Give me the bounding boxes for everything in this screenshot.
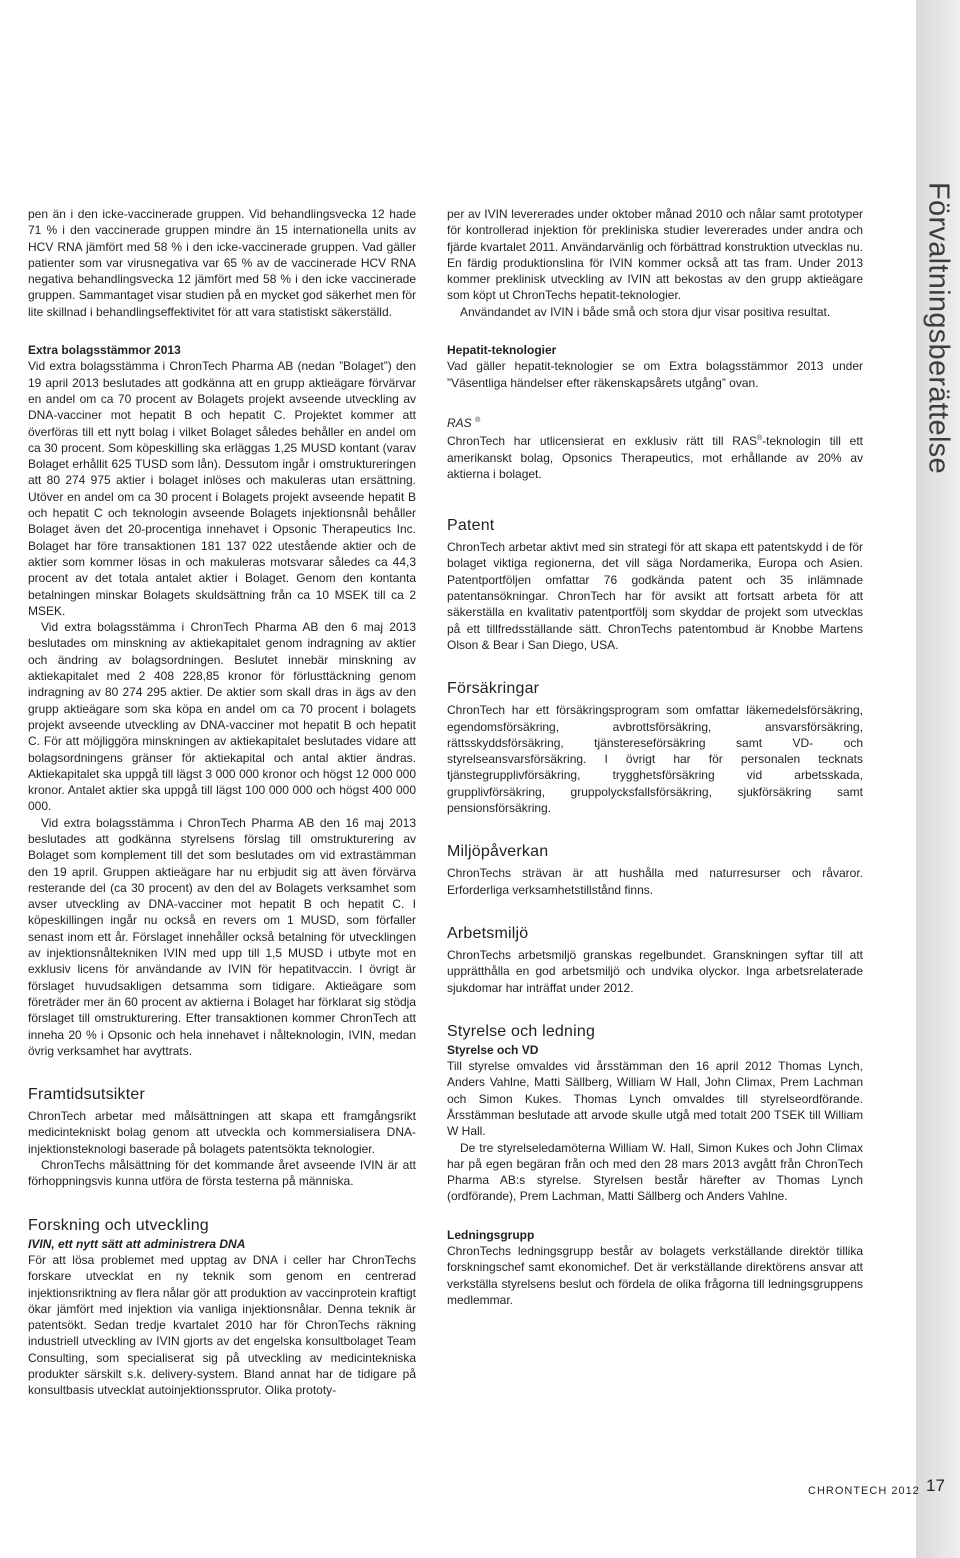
footer-brand: CHRONTECH 2012 [808, 1485, 920, 1497]
hepatitis-heading: Hepatit-teknologier [447, 343, 557, 358]
right-column [447, 206, 863, 1308]
outlook-paragraph-1: ChronTech arbetar med målsättningen att skapa ett framgångsrikt medicintekniskt bolag genom att utveckla och kommersialisera DNA-injektionsteknologi baserade på bolagets patentsökta teknologier. [28, 1109, 416, 1156]
ivin-paragraph-2: Användandet av IVIN i både små och stora djur visar positiva resultat. [460, 304, 831, 319]
extra-meetings-paragraph-3: Vid extra bolagsstämma i ChronTech Pharma AB den 16 maj 2013 beslutades att godkänna styrelsens förslag till omstrukturering av Bolaget som komplement till det som beslutades om vid extrastämman den 19 april. Gruppen aktieägare har nu erbjudit sig att även förvärva resterande del (ca 30 procent) av den del av Bolagets verksamhet som avser utveckling av DNA-vacciner mot hepatit B och hepatit C. I köpeskillingen ingår nu också en revers om 1 MUSD, som förfaller senast inom ett år. Förslaget innehåller också betalning för utvecklingen av injektionsnåltekniken IVIN med upp till 1,5 MUSD i utbyte mot en exklusiv licens för användande av IVIN för hepatitvaccin. I övrigt är förslaget huvudsakligen detsamma som tidigare. Aktieägare som företräder mer än 60 procent av aktierna i Bolaget har förklarat sig stödja förslaget till omstrukturering. Efter transaktionen kommer ChronTech att inneha 20 % i Opsonic och hela innehavet i nålteknologin, IVIN, medan övrig verksamhet har avyttrats. [28, 815, 416, 1058]
insurance-heading: Försäkringar [447, 680, 540, 698]
environment-heading: Miljöpåverkan [447, 843, 549, 861]
ras-paragraph-part-2: -teknologin till ett amerikanskt bolag, Opsonics Therapeutics, mot erhållande av 20% av aktierna i bolaget. [447, 434, 863, 481]
extra-meetings-heading: Extra bolagsstämmor 2013 [28, 343, 181, 358]
ras-paragraph-registered-mark: ® [756, 435, 763, 443]
management-subheading: Ledningsgrupp [447, 1227, 535, 1242]
patent-heading: Patent [447, 517, 495, 535]
insurance-paragraph: ChronTech har ett försäkringsprogram som omfattar läkemedelsförsäkring, egendomsförsäkring, avbrottsförsäkring, ansvarsförsäkring, rättsskyddsförsäkring, tjänstereseförsäkring samt VD- och styrelseansvarsförsäkring. I övrigt har för personalen tecknats tjänstegrupplivförsäkring, trygghetsförsäkring vid arbetsskada, grupplivförsäkring, gruppolycksfallsförsäkring, sjukförsäkring samt pensionsförsäkring. [447, 703, 863, 816]
extra-meetings-paragraph-2: Vid extra bolagsstämma i ChronTech Pharma AB den 6 maj 2013 beslutades om minskning av aktiekapitalet genom indragning av aktier och ändring av bolagsordningen. Beslutet innebär minskning av aktiekapitalet med 2 408 228,85 kronor för förlusttäckning genom indragning av 80 274 295 aktier. De aktier som skall dras in ägs av den grupp aktieägare som ska köpa en andel om ca 70 procent i bolagets projekt avseende utveckling av DNA-vacciner mot hepatit B och hepatit C. För att möjliggöra minskningen av aktiekapitalet beslutades vidare att bolagsordningens gränser för aktiekapital och antal aktier ändras. Aktiekapitalet ska uppgå till lägst 3 000 000 kronor och högst 12 000 000 kronor. Antalet aktier ska uppgå till lägst 100 000 000 och högst 400 000 000. [28, 620, 416, 814]
ivin-paragraph-1: per av IVIN levererades under oktober månad 2010 och nålar samt prototyper för kontrollerad injektion för prekliniska studier levererades under andra och fjärde kvartalet 2011. Användarvänlig och förbättrad konstruktion utvecklas nu. En färdig produktionslina för IVIN kommer också att tas fram. Under 2013 kommer preklinisk utveckling av IVIN att bekostas av den grupp aktieägare som köpt ut ChronTechs hepatit-teknologier. [447, 207, 863, 303]
board-paragraph-2: De tre styrelseledamöterna William W. Hall, Simon Kukes och John Climax har på egen begäran från och med den 28 mars 2013 avgått från ChronTech Pharma AB:s styrelse. Styrelsen består härefter av Thomas Lynch (ordförande), Prem Lachman, Matti Sällberg och Anders Vahlne. [447, 1140, 863, 1204]
board-paragraph-1: Till styrelse omvaldes vid årsstämman den 16 april 2012 Thomas Lynch, Anders Vahlne, Matti Sällberg, William W Hall, John Climax, Prem Lachman och Simon Kukes. Thomas Lynch omvaldes till styrelseordförande. Årsstämman beslutade att arvode skulle utgå med totalt 200 TSEK till William W Hall. [447, 1059, 863, 1139]
ras-paragraph [447, 431, 863, 482]
board-heading: Styrelse och ledning [447, 1022, 596, 1040]
outlook-heading: Framtidsutsikter [28, 1086, 145, 1104]
page-number: 17 [926, 1476, 945, 1495]
work-environment-paragraph: ChronTechs arbetsmiljö granskas regelbundet. Granskningen syftar till att upprätthålla en god arbetsmiljö och undvika olyckor. Inga arbetsrelaterade sjukdomar har inträffat under 2012. [447, 947, 863, 995]
left-column [28, 206, 416, 1399]
intro-paragraph: pen än i den icke-vaccinerade gruppen. Vid behandlingsvecka 12 hade 71 % i den vaccinerade gruppen mindre än 15 internationella units av HCV RNA jämfört med 58 % i den icke-vaccinerade gruppen. Vad gäller patienter som var virusnegativa var 65 % av de vaccinerade HCV RNA negativa behandlingsvecka 12 jämfört med 58 % i den icke vaccinerade gruppen. Sammantaget visar studien på en mycket god säkerhet men för lite skillnad i behandlingseffektivitet för att vara statistiskt säkerställd. [28, 207, 416, 319]
board-subheading: Styrelse och VD [447, 1042, 539, 1057]
rnd-paragraph: För att lösa problemet med upptag av DNA i celler har ChronTechs forskare utvecklat en ny teknik som genom en centrerad injektionsriktning av flera nålar gör att produktion av vaccinprotein kraftigt ökar jämfört med injektion via vanliga injektionsnålar. Denna teknik är patentsökt. Sedan tredje kvartalet 2010 har för ChronTechs räkning industriell utveckling av IVIN gjorts av det engelska konsultbolaget Team Consulting, som specialiserat sig på utveckling av medicintekniska produkter särskilt s.k. delivery-system. Bland annat har de tidigare på konsultbasis utvecklat autoinjektionssprutor. Olika prototy- [28, 1252, 416, 1398]
chapter-title-text: Förvaltningsberättelse [922, 182, 955, 474]
ras-heading-text: RAS [447, 415, 472, 430]
ras-registered-mark: ® [475, 416, 481, 424]
patent-paragraph: ChronTech arbetar aktivt med sin strategi för att skapa ett patentskydd i de för bolaget viktiga regionerna, det vill säga Nordamerika, Europa och Asien. Patentportföljen omfattar 76 godkända patent och 35 inlämnade patentansökningar. ChronTech har för avsikt att fortsatt arbeta för att säkerställa en kvalitativ patentportfölj som skyddar de projekt som utvecklas på ett tillfredsställande sätt. ChronTechs patentombud är Knobbe Martens Olson & Bear i San Diego, USA. [447, 540, 863, 652]
environment-paragraph: ChronTechs strävan är att hushålla med naturresurser och råvaror. Erforderliga verksamhetstillstånd finns. [447, 866, 863, 897]
rnd-subheading: IVIN, ett nytt sätt att administrera DNA [28, 1236, 246, 1251]
work-environment-heading: Arbetsmiljö [447, 924, 529, 942]
ras-heading [447, 413, 863, 431]
rnd-heading: Forskning och utveckling [28, 1216, 209, 1234]
outlook-paragraph-2: ChronTechs målsättning för det kommande året avseende IVIN är att förhoppningsvis kunna utföra de första testerna på människa. [28, 1158, 416, 1189]
hepatitis-paragraph: Vad gäller hepatit-teknologier se om Extra bolagsstämmor 2013 under ”Väsentliga händelser efter räkenskapsårets utgång” ovan. [447, 359, 863, 390]
chapter-title-vertical [916, 158, 960, 498]
ras-paragraph-part-1: ChronTech har utlicensierat en exklusiv rätt till RAS [447, 434, 757, 449]
management-paragraph: ChronTechs ledningsgrupp består av bolagets verkställande direktör tillika forskningschef samt ekonomichef. Det är verkställande direktörens ansvar att verkställa styrelsens beslut och fördela de olika frågorna till ledningsgruppens medlemmar. [447, 1244, 863, 1307]
extra-meetings-paragraph-1: Vid extra bolagsstämma i ChronTech Pharma AB (nedan ”Bolaget”) den 19 april 2013 beslutades att godkänna att en grupp aktieägare förvärvar en andel om ca 70 procent av Bolagets projekt avseende utveckling av DNA-vacciner mot hepatit B och hepatit C. Projektet kommer att överföras till ett nytt bolag i vilket Bolaget således behåller en andel om ca 30 procent. Som köpeskilling ska erläggas 1,25 MUSD kontant (varav Bolaget erhållit 625 TUSD som lån). Dessutom ingår i omstruktureringen att 80 274 975 aktier i bolaget inlöses och makuleras utan ersättning. Utöver en andel om ca 30 procent i Bolagets projekt avseende hepatit B och hepatit C och teknologin avseende Bolagets injektionsnål behåller Bolaget även det 20-procentiga innehavet i Opsonic Therapeutics Inc. Bolaget har före transaktionen 181 137 022 utestående aktier och de aktier som kommer lösas in och makuleras motsvarar således ca 44,3 procent av det totala antalet aktier i Bolaget. Genom den kontanta betalningen minskar Bolagets skuldsättning från ca 10 MSEK till ca 2 MSEK. [28, 359, 416, 618]
